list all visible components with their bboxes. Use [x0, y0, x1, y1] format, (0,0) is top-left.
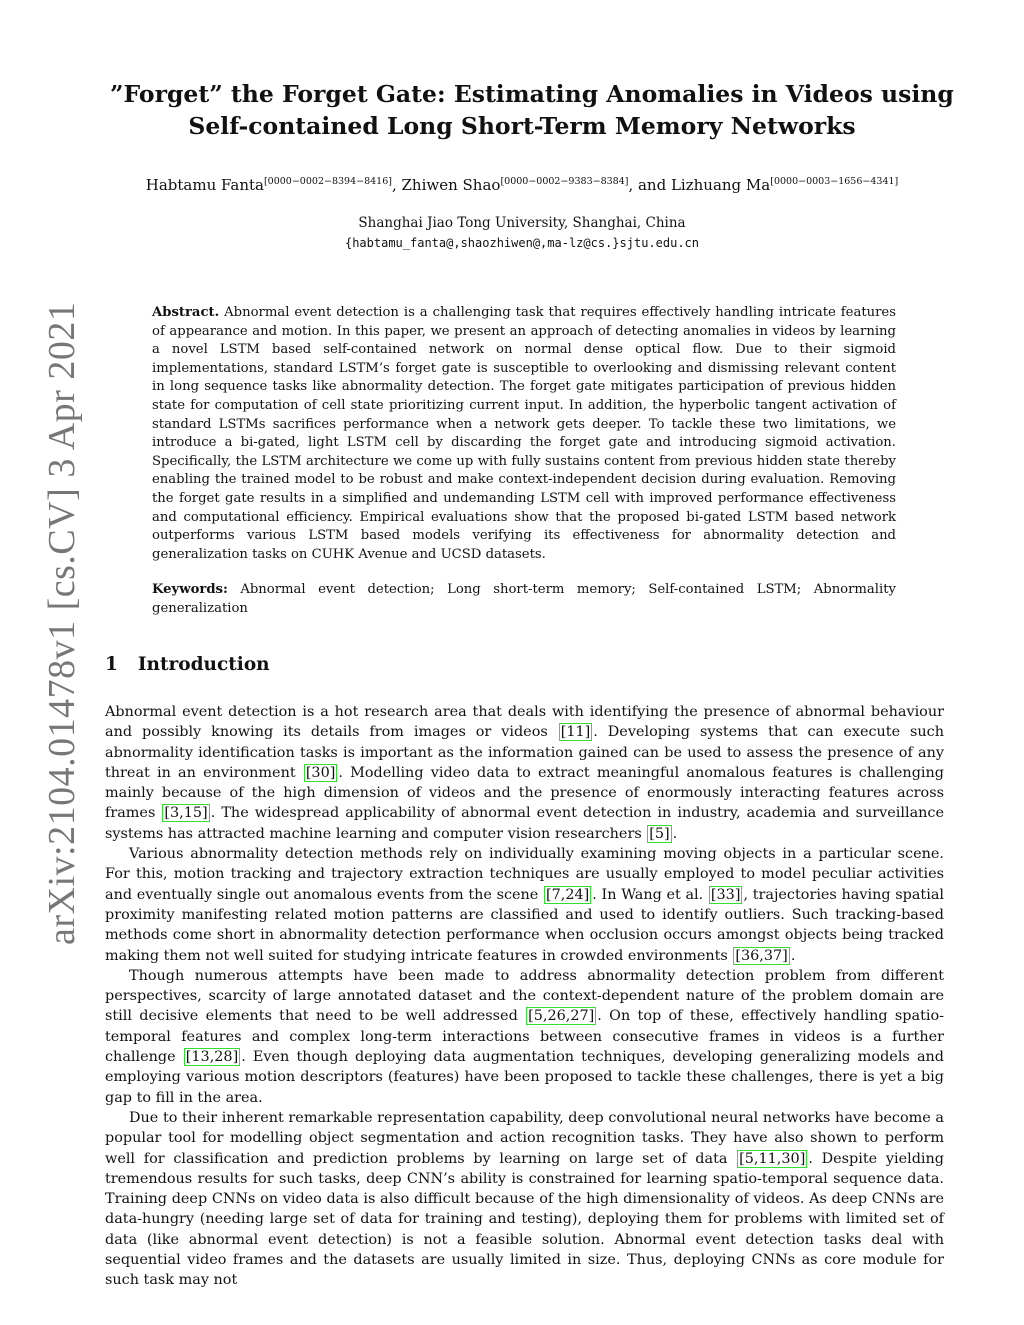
text-run: . On top of these, effectively handling spatio-temporal features and complex long-term interactions between consecutive frames in videos is a further challenge	[105, 1008, 944, 1066]
title-line-1: ”Forget” the Forget Gate: Estimating Anomalies in Videos using	[110, 80, 954, 108]
text-run: . Developing systems that can execute such abnormality identification tasks is important as the information gained can be used to assess the presence of any threat in an environment	[105, 724, 945, 781]
text-run: . Despite yielding tremendous results for such tasks, deep CNN’s ability is constrained for learning spatio-temporal sequence data. Training deep CNNs on video data is also difficult because of the high dimensionality of videos. As deep CNNs are data-hungry (needing large set of data for training and testing), deploying them for problems with limited set of data (like abnormal event detection) is not a feasible solution. Abnormal event detection tasks deal with sequential video frames and the datasets are usually limited in size. Thus, deploying CNNs as core module for such task may not	[105, 1150, 945, 1289]
text-run: , trajectories having spatial proximity manifesting related motion patterns are classified and used to identify outliers. Such tracking-based methods come short in abnormality detection performance when occlusion occurs amongst objects being tracked making them not well suited for studying intricate features in crowded environments	[105, 886, 944, 964]
citation-link[interactable]: [5,11,30]	[739, 1150, 806, 1167]
citation-link[interactable]: [7,24]	[546, 886, 590, 903]
paragraph	[105, 966, 944, 1108]
text-run: . The widespread applicability of abnormal event detection in industry, academia and surveillance systems has attracted machine learning and computer vision researchers	[105, 805, 944, 842]
abstract-text: Abnormal event detection is a challenging task that requires effectively handling intricate features of appearance and motion. In this paper, we present an approach of detecting anomalies in videos by learning a novel LSTM based self-contained network on normal dense optical flow. Due to their sigmoid implementations, standard LSTM’s forget gate is susceptible to overlooking and dismissing relevant content in long sequence tasks like abnormality detection. The forget gate mitigates participation of previous hidden state for computation of cell state prioritizing current input. In addition, the hyperbolic tangent activation of standard LSTMs sacrifices performance when a network gets deeper. To tackle these two limitations, we introduce a bi-gated, light LSTM cell by discarding the forget gate and introducing sigmoid activation. Specifically, the LSTM architecture we come up with fully sustains content from previous hidden state thereby enabling the trained model to be robust and make context-independent decision during evaluation. Removing the forget gate results in a simplified and undemanding LSTM cell with improved performance effectiveness and computational efficiency. Empirical evaluations show that the proposed bi-gated LSTM based network outperforms various LSTM based models verifying its effectiveness for abnormality detection and generalization tasks on CUHK Avenue and UCSD datasets.	[152, 305, 896, 562]
keywords-text: Abnormal event detection; Long short-term memory; Self-contained LSTM; Abnormality generalization	[152, 582, 896, 616]
author-orcid: [0000−0003−1656−4341]	[770, 176, 899, 187]
paragraph	[105, 844, 944, 966]
section-heading	[105, 654, 270, 675]
section-number: 1	[105, 654, 118, 675]
citation-link[interactable]: [33]	[710, 886, 741, 903]
keywords-label: Keywords:	[152, 582, 228, 597]
citation-link[interactable]: [3,15]	[164, 805, 208, 822]
keywords	[152, 581, 896, 618]
text-run: .	[790, 947, 796, 964]
affiliation-block	[110, 213, 934, 253]
citation-link[interactable]: [5]	[649, 825, 670, 842]
text-run: .	[672, 825, 678, 842]
abstract-label: Abstract.	[152, 305, 220, 320]
author-list	[60, 176, 984, 194]
paper-title	[110, 78, 954, 142]
author-emails: {habtamu_fanta@,shaozhiwen@,ma-lz@cs.}sjtu.edu.cn	[344, 236, 699, 250]
citation-link[interactable]: [30]	[305, 764, 336, 781]
citation-link[interactable]: [11]	[560, 724, 591, 741]
citation-link[interactable]: [5,26,27]	[528, 1008, 595, 1025]
author-orcid: [0000−0002−9383−8384]	[500, 176, 629, 187]
body-text	[105, 702, 944, 1291]
text-run: Due to their inherent remarkable representation capability, deep convolutional neural networks have become a popular tool for modelling object segmentation and action recognition tasks. They have also shown to perform well for classification and prediction problems by learning on large set of data	[105, 1109, 944, 1167]
author-orcid: [0000−0002−8394−8416]	[263, 176, 392, 187]
author-name: , and Lizhuang Ma	[628, 176, 771, 194]
section-title: Introduction	[137, 654, 270, 675]
text-run: Various abnormality detection methods rely on individually examining moving objects in a particular scene. For this, motion tracking and trajectory extraction techniques are usually employed to model peculiar activities and eventually single out anomalous events from the scene	[105, 846, 944, 903]
title-line-2: Self-contained Long Short-Term Memory Networks	[188, 112, 856, 140]
author-name: Habtamu Fanta	[145, 176, 264, 194]
author-name: , Zhiwen Shao	[391, 176, 501, 194]
text-run: Abnormal event detection is a hot research area that deals with identifying the presence of abnormal behaviour and possibly knowing its details from images or videos	[105, 704, 944, 741]
paragraph	[105, 702, 944, 844]
citation-link[interactable]: [13,28]	[185, 1049, 239, 1066]
paragraph	[105, 1108, 944, 1291]
text-run: . Even though deploying data augmentation techniques, developing generalizing models and employing various motion descriptors (features) have been proposed to tackle these challenges, there is yet a big gap to fill in the area.	[105, 1049, 945, 1106]
text-run: Though numerous attempts have been made to address abnormality detection problem from different perspectives, scarcity of large annotated dataset and the context-dependent nature of the problem domain are still decisive elements that need to be well addressed	[105, 967, 944, 1025]
text-run: . In Wang et al.	[592, 886, 708, 903]
citation-link[interactable]: [36,37]	[735, 947, 788, 964]
arxiv-identifier: arXiv:2104.01478v1 [cs.CV] 3 Apr 2021	[41, 301, 83, 945]
text-run: . Modelling video data to extract meaningful anomalous features is challenging mainly because of the high dimension of videos and the presence of enormously interacting features across frames	[105, 764, 944, 822]
affiliation: Shanghai Jiao Tong University, Shanghai, China	[358, 215, 686, 231]
abstract	[152, 304, 896, 564]
